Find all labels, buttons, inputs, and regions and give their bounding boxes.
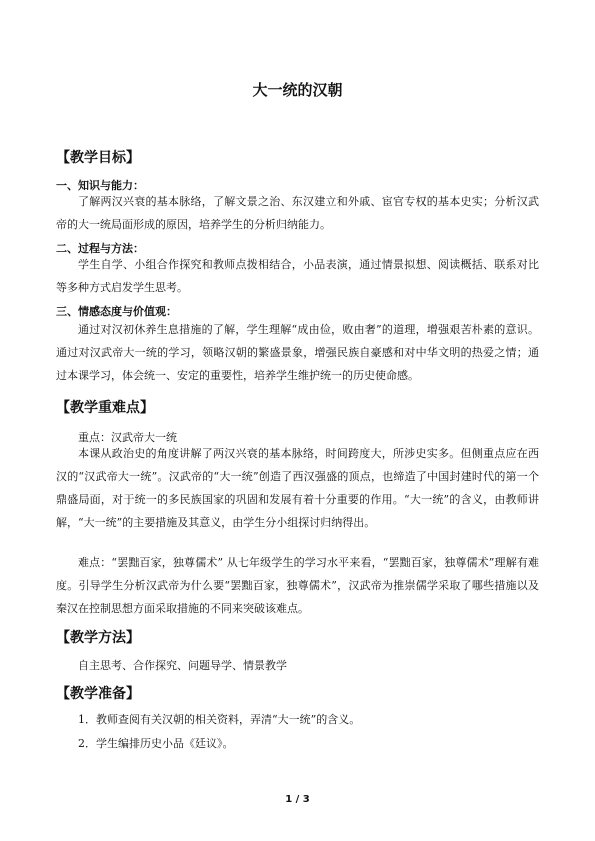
subheading-values: 三、情感态度与价值观： bbox=[56, 305, 177, 318]
heading-goals: 【教学目标】 bbox=[56, 150, 140, 166]
heading-preparation: 【教学准备】 bbox=[56, 686, 140, 702]
paragraph-knowledge: 了解两汉兴衰的基本脉络，了解文景之治、东汉建立和外戚、宦官专权的基本史实；分析汉武帝的大一统局面形成的原因，培养学生的分析归纳能力。 bbox=[56, 195, 539, 231]
paragraph-process: 学生自学、小组合作探究和教师点拨相结合，小品表演，通过情景拟想、阅读概括、联系对比等多种方式启发学生思考。 bbox=[56, 258, 539, 294]
heading-key-points: 【教学重难点】 bbox=[56, 400, 154, 416]
heading-methods: 【教学方法】 bbox=[56, 630, 140, 646]
focus-line: 重点：汉武帝大一统 bbox=[78, 431, 177, 444]
page-number: 1 / 3 bbox=[285, 794, 310, 805]
paragraph-difficulty: 难点：“罢黜百家，独尊儒术” 从七年级学生的学习水平来看，“罢黜百家，独尊儒术”理解有难度。引导学生分析汉武帝为什么要“罢黜百家，独尊儒术”，汉武帝为推崇儒学采取了哪些措施以及秦汉在控制思想方面采取措施的不同来突破该难点。 bbox=[56, 556, 539, 615]
subheading-process: 二、过程与方法： bbox=[56, 242, 144, 255]
list-item: 1．教师查阅有关汉朝的相关资料，弄清“大一统”的含义。 bbox=[78, 713, 361, 726]
page-title: 大一统的汉朝 bbox=[252, 81, 343, 99]
paragraph-focus: 本课从政治史的角度讲解了两汉兴衰的基本脉络，时间跨度大，所涉史实多。但侧重点应在西汉的“汉武帝大一统”。汉武帝的“大一统”创造了西汉强盛的顶点，也缔造了中国封建时代的第一个鼎盛局面，对于统一的多民族国家的巩固和发展有着十分重要的作用。“大一统”的含义，由教师讲解，“大一统”的主要措施及其意义，由学生分小组探讨归纳得出。 bbox=[56, 447, 539, 529]
paragraph-values: 通过对汉初休养生息措施的了解，学生理解“成由俭，败由奢”的道理，增强艰苦朴素的意识。通过对汉武帝大一统的学习，领略汉朝的繁盛景象，增强民族自豪感和对中华文明的热爱之情；通过本课学习，体会统一、安定的重要性，培养学生维护统一的历史使命感。 bbox=[56, 323, 539, 382]
methods-text: 自主思考、合作探究、问题导学、情景教学 bbox=[78, 659, 287, 672]
subheading-knowledge: 一、知识与能力： bbox=[56, 179, 144, 192]
list-item: 2．学生编排历史小品《廷议》。 bbox=[78, 737, 234, 750]
